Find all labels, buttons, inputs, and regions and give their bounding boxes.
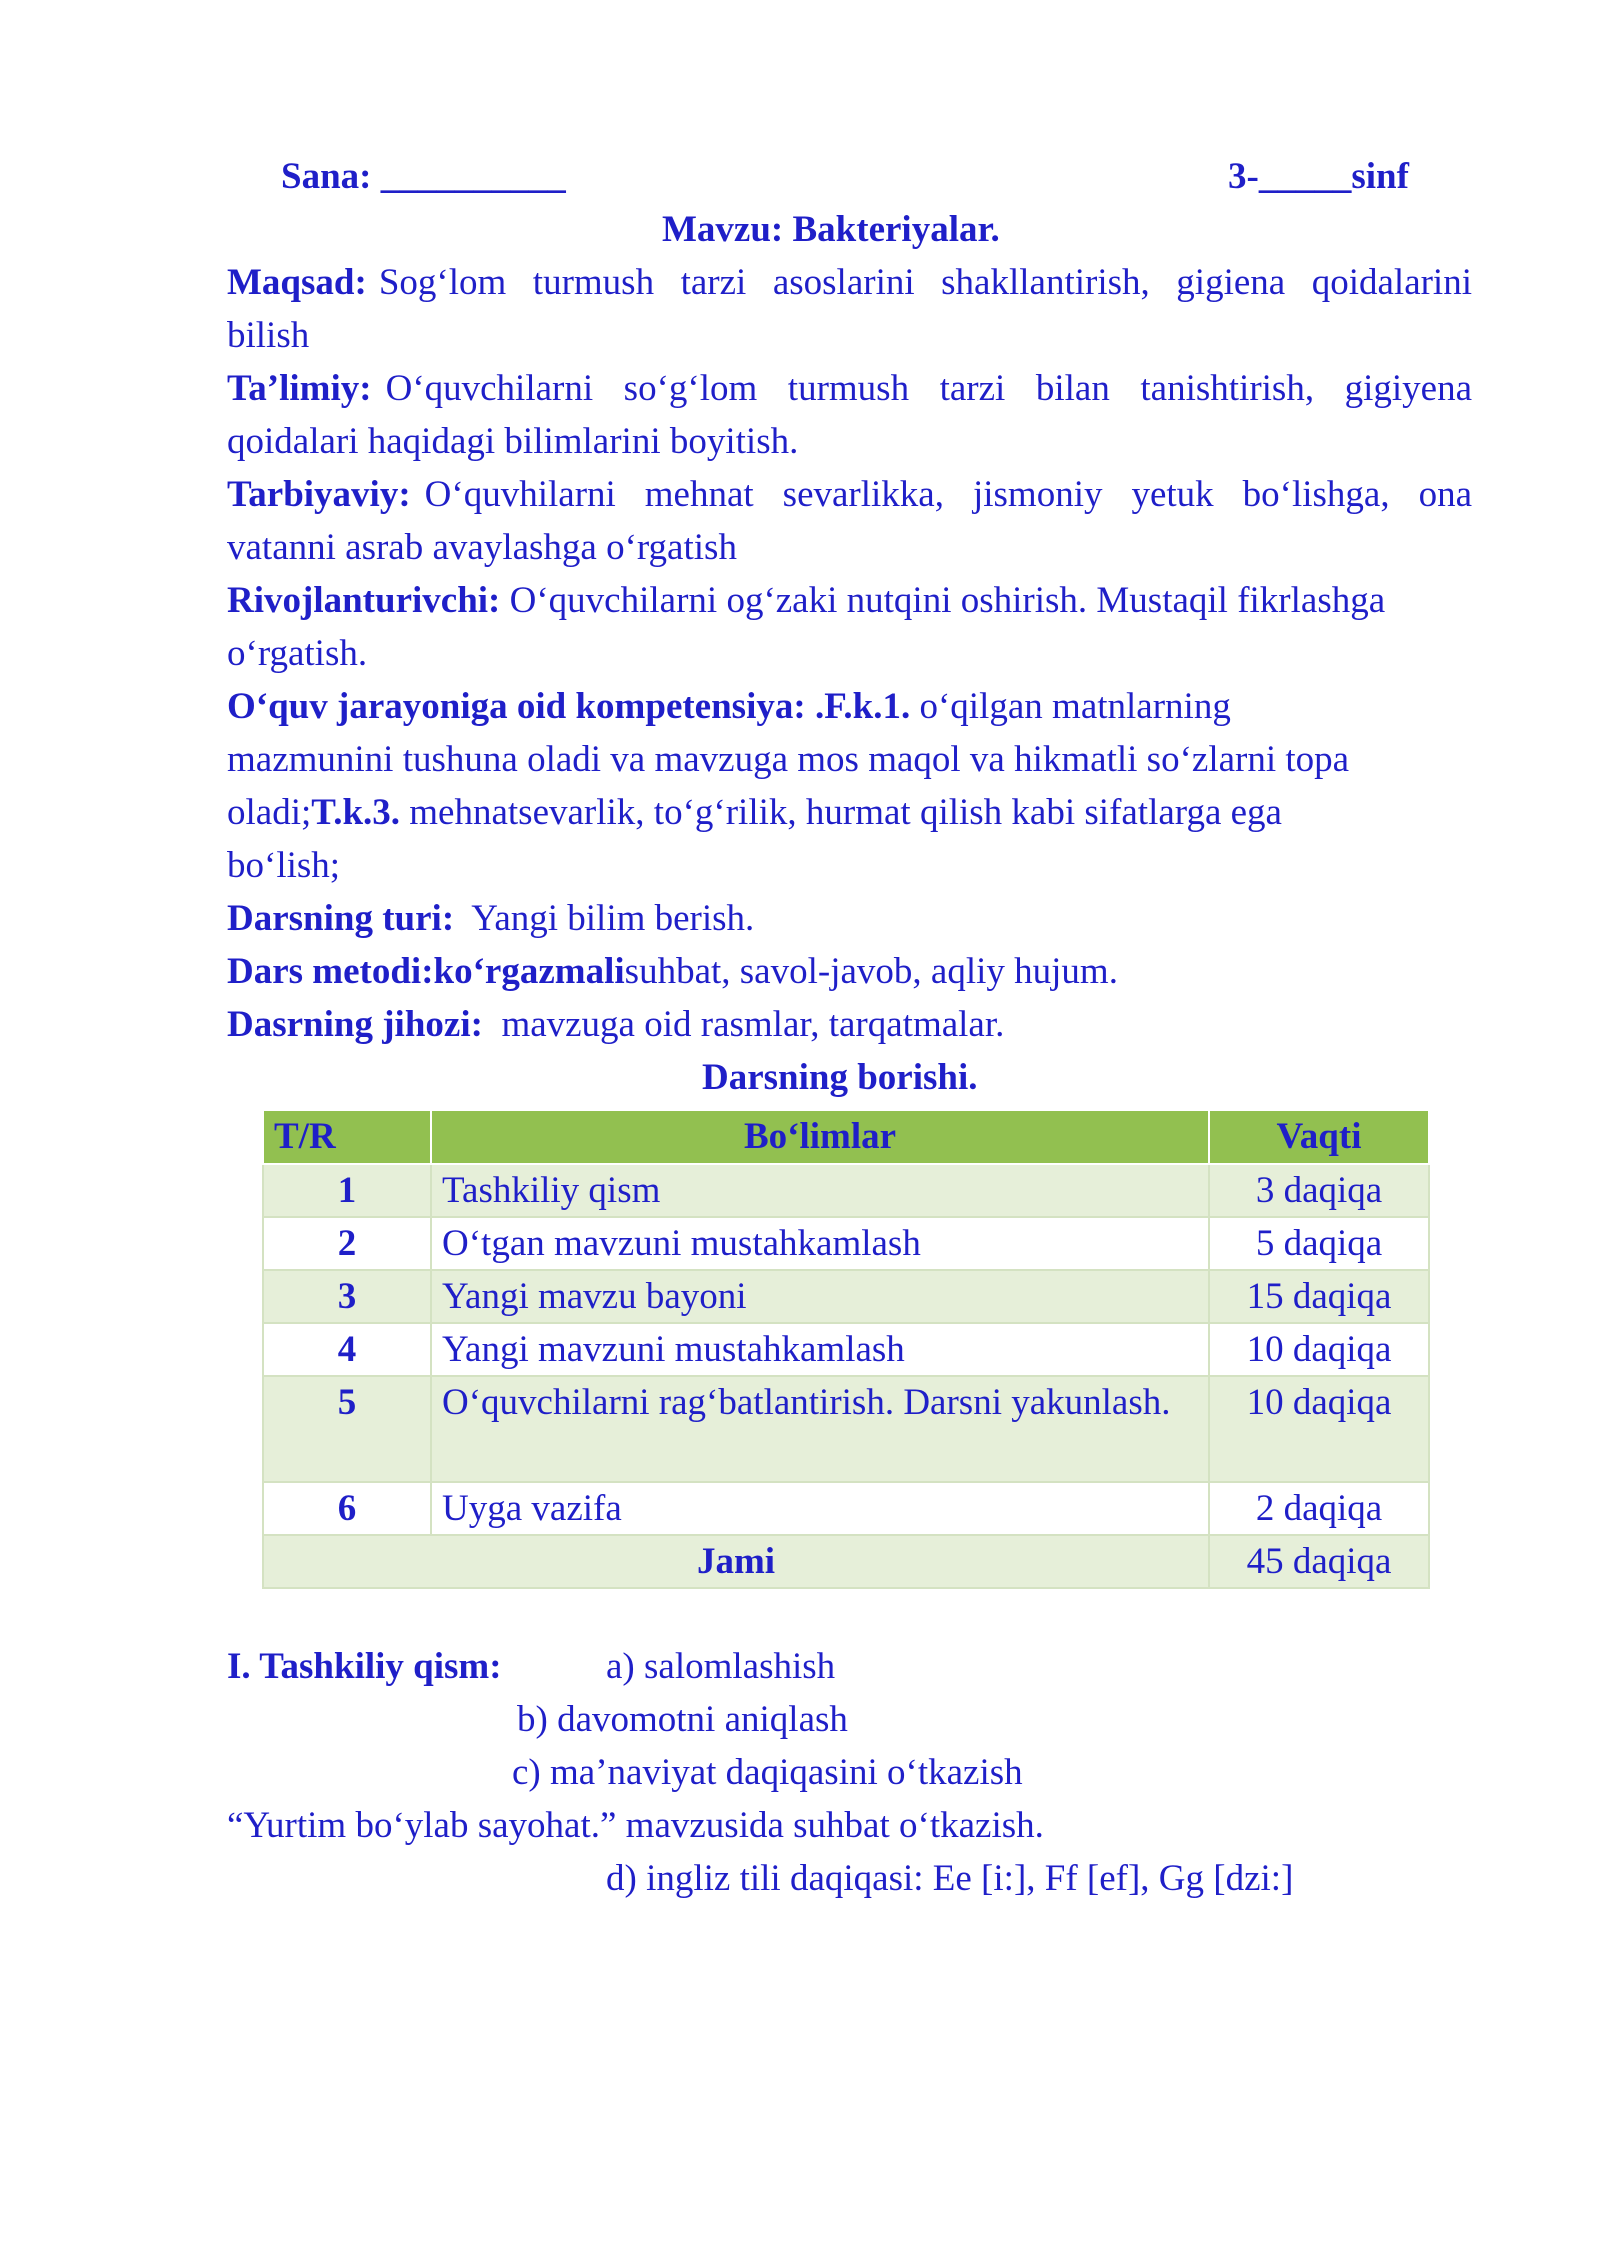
row-number: 3	[263, 1270, 431, 1323]
row-section: Uyga vazifa	[431, 1482, 1209, 1535]
lesson-type-label: Darsning turi:	[227, 898, 455, 939]
row-section: O‘tgan mavzuni mustahkamlash	[431, 1217, 1209, 1270]
row-time: 10 daqiqa	[1209, 1376, 1429, 1482]
competence-text-2: mazmunini tushuna oladi va mavzuga mos maqol va hikmatli so‘zlarni topa	[227, 739, 1350, 780]
topic-title: Mavzu: Bakteriyalar.	[662, 209, 1000, 250]
upbringing-text-2: vatanni asrab avaylashga o‘rgatish	[227, 527, 737, 568]
organizational-item-a: a) salomlashish	[606, 1646, 836, 1687]
lesson-plan-table	[262, 1109, 1430, 1589]
table-row	[263, 1164, 1429, 1217]
upbringing-text-1: O‘quvhilarni mehnat sevarlikka, jismoniy yetuk bo‘lishga, ona	[424, 474, 1472, 515]
organizational-label: I. Tashkiliy qism:	[227, 1646, 502, 1687]
row-time: 2 daqiqa	[1209, 1482, 1429, 1535]
upbringing-label: Tarbiyaviy:	[227, 474, 411, 515]
row-time: 15 daqiqa	[1209, 1270, 1429, 1323]
lesson-equipment-label: Dasrning jihozi:	[227, 1004, 483, 1045]
competence-text-3: mehnatsevarlik, to‘g‘rilik, hurmat qilish kabi sifatlarga ega	[409, 792, 1282, 833]
row-time: 3 daqiqa	[1209, 1164, 1429, 1217]
organizational-item-b: b) davomotni aniqlash	[517, 1699, 848, 1740]
row-number: 6	[263, 1482, 431, 1535]
goal-line-1	[227, 256, 1472, 309]
educational-text-2: qoidalari haqidagi bilimlarini boyitish.	[227, 421, 799, 462]
table-row	[263, 1217, 1429, 1270]
header-tr: T/R	[263, 1110, 431, 1164]
competence-code-1: .F.k.1.	[814, 686, 911, 727]
competence-line-3	[227, 786, 1282, 839]
table-header-row	[263, 1110, 1429, 1164]
row-section: Yangi mavzuni mustahkamlash	[431, 1323, 1209, 1376]
competence-text-1: o‘qilgan matnlarning	[919, 686, 1231, 727]
lesson-method-line	[227, 945, 1118, 998]
table-row	[263, 1323, 1429, 1376]
lesson-type-line	[227, 892, 754, 945]
competence-text-3-start: oladi;	[227, 792, 312, 833]
lesson-method-label: Dars metodi:ko‘rgazmali	[227, 951, 625, 992]
goal-text-1: Sog‘lom turmush tarzi asoslarini shakllantirish, gigiena qoidalarini	[378, 262, 1472, 303]
total-time: 45 daqiqa	[1209, 1535, 1429, 1588]
class-label: 3-_____sinf	[1228, 156, 1409, 197]
developmental-text-1: O‘quvchilarni og‘zaki nutqini oshirish. Mustaqil fikrlashga	[509, 580, 1386, 621]
competence-code-2: T.k.3.	[311, 792, 401, 833]
goal-label: Maqsad:	[227, 262, 367, 303]
row-time: 5 daqiqa	[1209, 1217, 1429, 1270]
lesson-method-value: suhbat, savol-javob, aqliy hujum.	[624, 951, 1118, 992]
table-row	[263, 1270, 1429, 1323]
competence-line-1	[227, 680, 1231, 733]
developmental-line-1	[227, 574, 1385, 627]
row-number: 5	[263, 1376, 431, 1482]
developmental-label: Rivojlanturivchi:	[227, 580, 501, 621]
row-section: Tashkiliy qism	[431, 1164, 1209, 1217]
table-row	[263, 1376, 1429, 1482]
competence-label: O‘quv jarayoniga oid kompetensiya:	[227, 686, 806, 727]
educational-line-1	[227, 362, 1472, 415]
lesson-flow-title: Darsning borishi.	[702, 1057, 978, 1098]
date-label: Sana: __________	[281, 156, 566, 197]
organizational-item-d: d) ingliz tili daqiqasi: Ee [i:], Ff [ef], Gg [dzi:]	[606, 1858, 1294, 1899]
lesson-equipment-line	[227, 998, 1004, 1051]
conversation-line: “Yurtim bo‘ylab sayohat.” mavzusida suhbat o‘tkazish.	[227, 1805, 1044, 1846]
developmental-text-2: o‘rgatish.	[227, 633, 368, 674]
educational-text-1: O‘quvchilarni so‘g‘lom turmush tarzi bilan tanishtirish, gigiyena	[385, 368, 1472, 409]
total-label: Jami	[263, 1535, 1209, 1588]
goal-text-2: bilish	[227, 315, 310, 356]
table-row	[263, 1482, 1429, 1535]
row-number: 1	[263, 1164, 431, 1217]
upbringing-line-1	[227, 468, 1472, 521]
header-time: Vaqti	[1209, 1110, 1429, 1164]
row-number: 2	[263, 1217, 431, 1270]
row-section: O‘quvchilarni rag‘batlantirish. Darsni yakunlash.	[431, 1376, 1209, 1482]
organizational-item-c: c) ma’naviyat daqiqasini o‘tkazish	[512, 1752, 1023, 1793]
lesson-type-value: Yangi bilim berish.	[471, 898, 755, 939]
row-time: 10 daqiqa	[1209, 1323, 1429, 1376]
competence-text-4: bo‘lish;	[227, 845, 341, 886]
table-total-row	[263, 1535, 1429, 1588]
row-number: 4	[263, 1323, 431, 1376]
header-sections: Bo‘limlar	[431, 1110, 1209, 1164]
lesson-equipment-value: mavzuga oid rasmlar, tarqatmalar.	[501, 1004, 1005, 1045]
educational-label: Ta’limiy:	[227, 368, 372, 409]
row-section: Yangi mavzu bayoni	[431, 1270, 1209, 1323]
